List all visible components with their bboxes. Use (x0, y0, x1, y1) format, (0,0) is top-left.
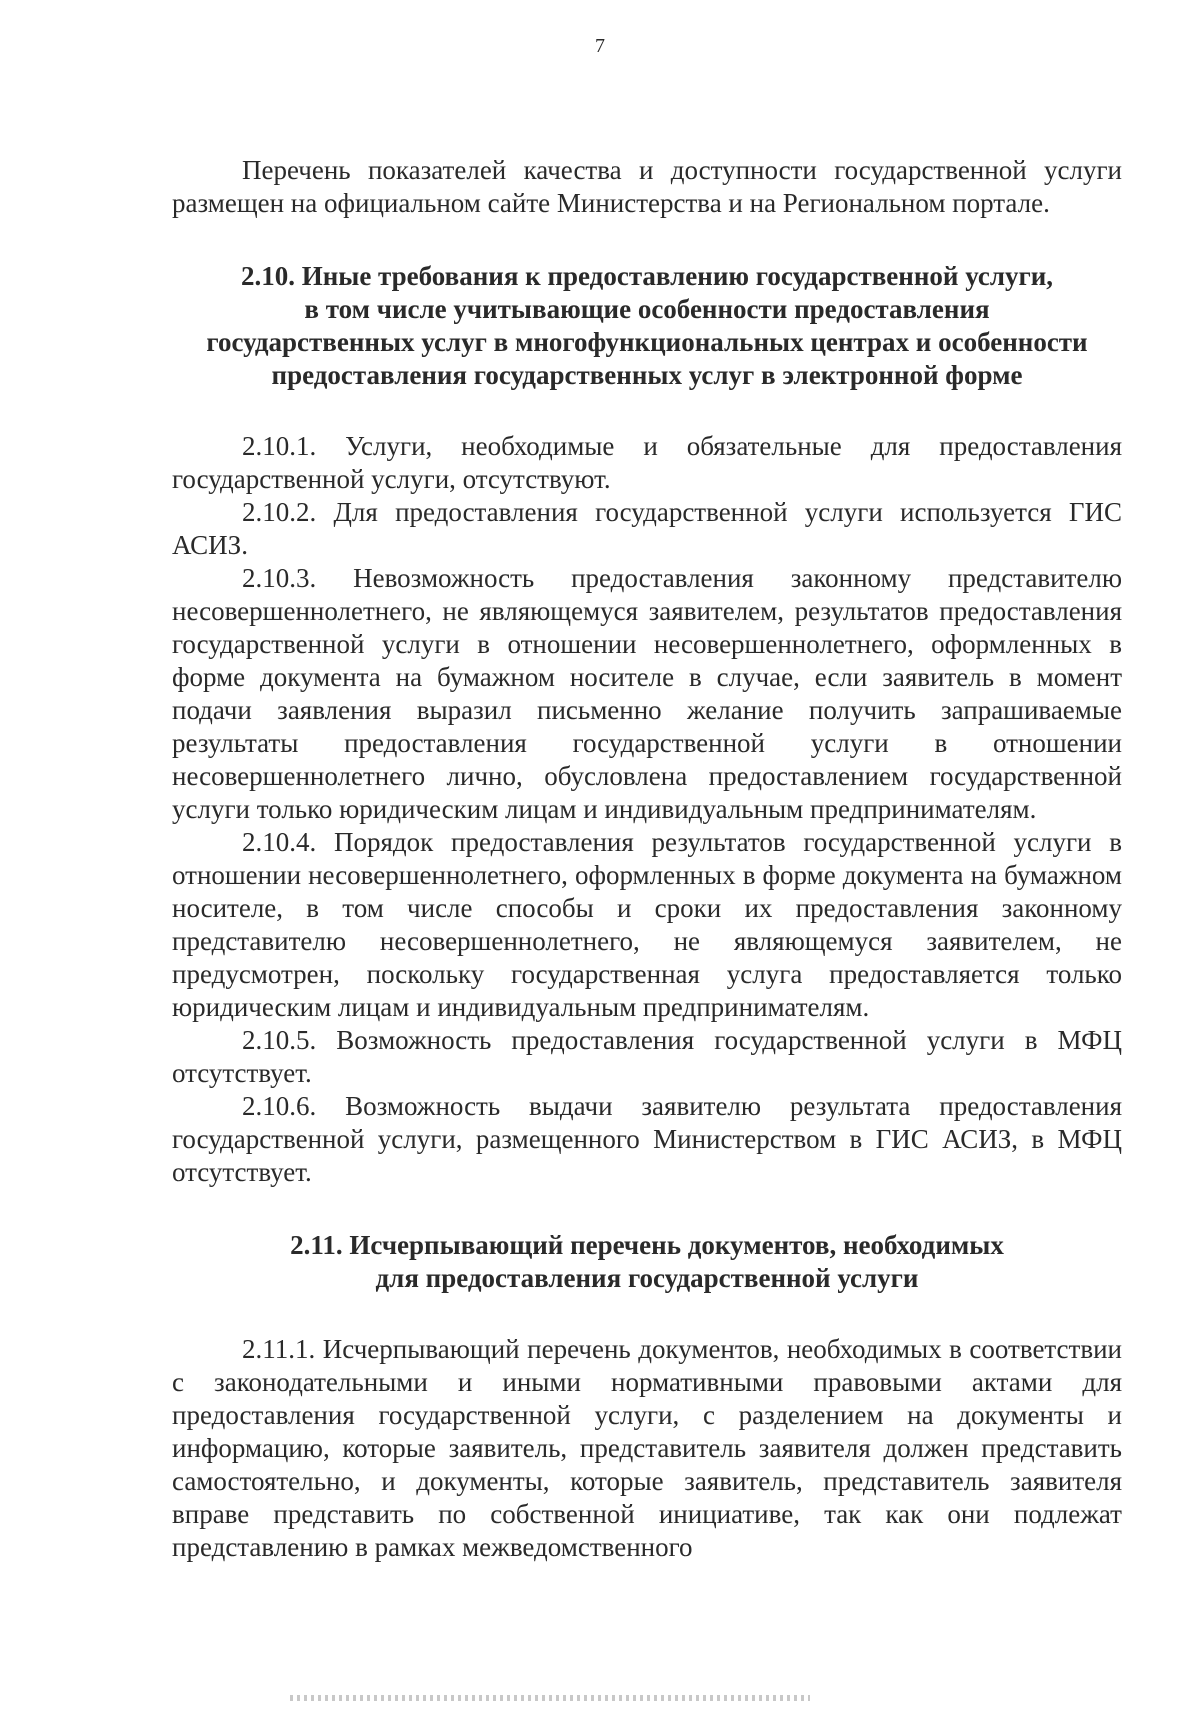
intro-paragraph: Перечень показателей качества и доступности государственной услуги размещен на официальном сайте Министерства и на Региональном портале. (172, 155, 1122, 218)
section-2-10 (172, 260, 1122, 1189)
page-number: 7 (595, 35, 605, 57)
paragraph-2-10-3: 2.10.3. Невозможность предоставления законному представителю несовершеннолетнего, не являющемуся заявителем, результатов предоставления государственной услуги в отношении несовершеннолетнего, оформленных в форме документа на бумажном носителе в случае, если заявитель в момент подачи заявления выразил письменно желание получить запрашиваемые результаты предоставления государственной услуги в отношении несовершеннолетнего лично, обусловлена предоставлением государственной услуги только юридическим лицам и индивидуальным предпринимателям. (172, 563, 1122, 824)
paragraph-2-10-2: 2.10.2. Для предоставления государственной услуги используется ГИС АСИЗ. (172, 497, 1122, 560)
heading-line: государственных услуг в многофункциональных центрах и особенности (206, 327, 1088, 357)
paragraph-2-10-1: 2.10.1. Услуги, необходимые и обязательные для предоставления государственной услуги, отсутствуют. (172, 431, 1122, 494)
paragraph-2-10-5: 2.10.5. Возможность предоставления государственной услуги в МФЦ отсутствует. (172, 1025, 1122, 1088)
section-2-11-heading (172, 1229, 1122, 1295)
paragraph-2-10-4: 2.10.4. Порядок предоставления результатов государственной услуги в отношении несовершеннолетнего, оформленных в форме документа на бумажном носителе, в том числе способы и сроки их предоставления законному представителю несовершеннолетнего, не являющемуся заявителем, не предусмотрен, поскольку государственная услуга предоставляется только юридическим лицам и индивидуальным предпринимателям. (172, 827, 1122, 1022)
heading-line: предоставления государственных услуг в электронной форме (271, 360, 1023, 390)
section-2-10-heading (172, 260, 1122, 392)
section-2-11 (172, 1229, 1122, 1564)
heading-line: в том числе учитывающие особенности предоставления (304, 294, 990, 324)
page-content (172, 154, 1122, 1564)
heading-line: для предоставления государственной услуги (375, 1263, 919, 1293)
paragraph-2-10-6: 2.10.6. Возможность выдачи заявителю результата предоставления государственной услуги, размещенного Министерством в ГИС АСИЗ, в МФЦ отсутствует. (172, 1091, 1122, 1187)
heading-line: 2.11. Исчерпывающий перечень документов, необходимых (290, 1230, 1004, 1260)
scan-artifact (290, 1695, 810, 1701)
paragraph-2-11-1: 2.11.1. Исчерпывающий перечень документов, необходимых в соответствии с законодательными и иными нормативными правовыми актами для предоставления государственной услуги, с разделением на документы и информацию, которые заявитель, представитель заявителя должен представить самостоятельно, и документы, которые заявитель, представитель заявителя вправе представить по собственной инициативе, так как они подлежат представлению в рамках межведомственного (172, 1334, 1122, 1562)
heading-line: 2.10. Иные требования к предоставлению государственной услуги, (240, 261, 1054, 291)
